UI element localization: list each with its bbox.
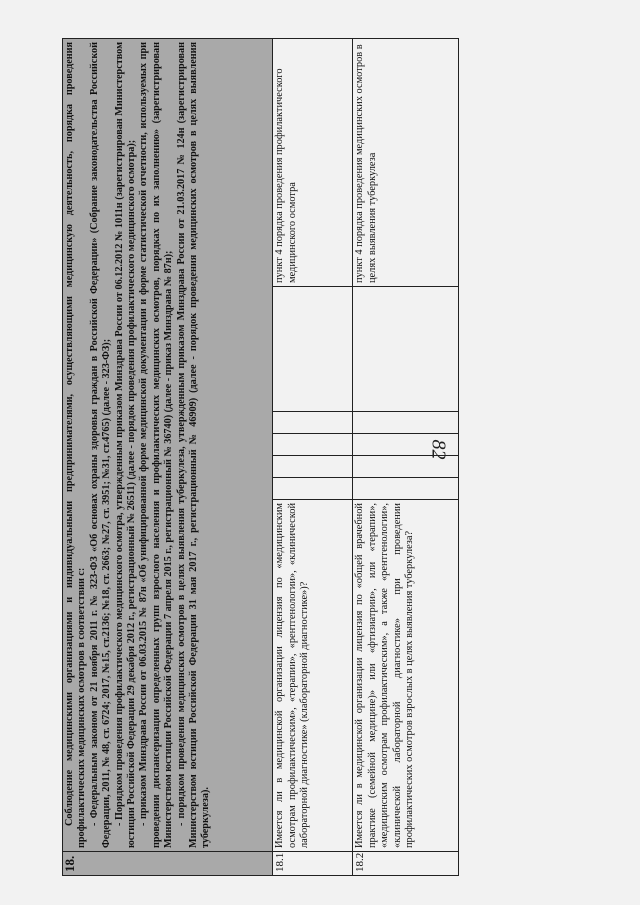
empty-cell — [273, 456, 353, 478]
row-reference: пункт 4 порядка проведения медицинских осмотров в целях выявления туберкулеза — [353, 38, 459, 286]
empty-cell — [273, 287, 353, 412]
row-question: Имеется ли в медицинской организации лицензия по «общей врачебной практике (семейной медицине)» или «фтизиатрии», или «терапии», «медицинским осмотрам профилактическим», а также «рентгенологии», «клинической лабораторной диагностике» при проведении профилактических осмотров взрослых в целях выявления туберкулеза? — [353, 500, 459, 852]
section-header-row — [63, 38, 273, 875]
section-paragraph: - порядком проведения медицинских осмотров в целях выявления туберкулеза, утвержденным приказом Минздрава России от 21.03.2017 № 124н (зарегистрирован Министерством юстиции Российской Федерации 31 мая 2017 г., регистрационный № 46909) (далее - порядок проведения медицинских осмотров в целях выявления туберкулеза). — [175, 41, 212, 848]
row-number: 18.2 — [353, 852, 459, 876]
empty-cell — [353, 478, 459, 500]
section-number: 18. — [63, 852, 273, 876]
empty-cell — [353, 456, 459, 478]
row-question: Имеется ли в медицинской организации лицензия по «медицинским осмотрам профилактическим», «терапии», «рентгенологии», «клинической лабораторной диагностике» (клабораторной диагностике»)? — [273, 500, 353, 852]
table-row — [353, 38, 459, 875]
section-paragraph: - Порядком проведения профилактического медицинского осмотра, утвержденным приказом Минздрава России от 06.12.2012 № 1011н (зарегистрирован Министерством юстиции Российской Федерации 29 декабря 2012 г., регистрационный № 26511) (далее - порядок проведения профилактического медицинского осмотра); — [113, 41, 138, 848]
empty-cell — [273, 434, 353, 456]
table-row — [273, 38, 353, 875]
section-text — [63, 38, 273, 851]
page-number: 82 — [427, 439, 450, 460]
checklist-table — [62, 38, 459, 876]
section-paragraph: Соблюдение медицинскими организациями и индивидуальными предпринимателями, осуществляющими медицинскую деятельность, порядка проведения профилактических медицинских осмотров в соответствии с: — [64, 41, 88, 848]
empty-cell — [273, 478, 353, 500]
empty-cell — [353, 412, 459, 434]
row-reference: пункт 4 порядка проведения профилактического медицинского осмотра — [273, 38, 353, 286]
section-paragraph: - приказом Минздрава России от 06.03.2015 № 87н «Об унифицированной форме медицинской документации и форме статистической отчетности, используемых при проведении диспансеризации определенных групп взрослого населения и профилактических медицинских осмотров, порядках по их заполнению» (зарегистрирован Министерством юстиции Российской Федерации 7 апреля 2015 г., регистрационный № 36740) (далее - приказ Минздрава № 87н); — [138, 41, 175, 848]
empty-cell — [353, 287, 459, 412]
section-paragraph: - Федеральным законом от 21 ноября 2011 г. № 323-ФЗ «Об основах охраны здоровья граждан в Российской Федерации» (Собрание законодательства Российской Федерации, 2011, № 48, ст. 6724; 2017, №15, ст.2136; №18, ст. 2663; №27, ст. 3951; №31, ст.4765) (далее - 323-ФЗ); — [88, 41, 113, 848]
rotated-table-wrapper — [62, 39, 458, 876]
empty-cell — [353, 434, 459, 456]
empty-cell — [273, 412, 353, 434]
row-number: 18.1 — [273, 852, 353, 876]
